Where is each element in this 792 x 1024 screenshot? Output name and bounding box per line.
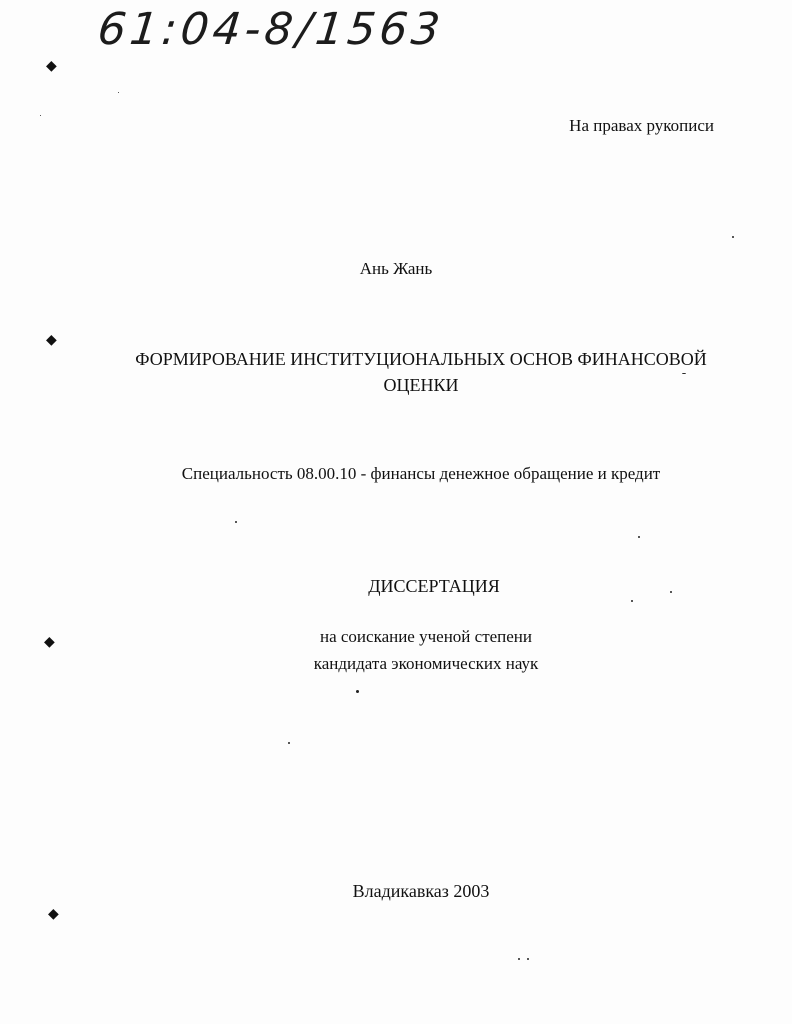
scan-speck bbox=[732, 236, 734, 238]
binder-hole-icon: ◆ bbox=[44, 634, 55, 650]
scan-speck bbox=[40, 115, 41, 116]
scan-speck bbox=[356, 690, 359, 693]
dissertation-title bbox=[25, 346, 792, 398]
handwritten-archive-number: 61:04-8/1563 bbox=[95, 4, 447, 55]
degree-line-1: на соискание ученой степени bbox=[319, 627, 533, 646]
binder-hole-icon: ◆ bbox=[46, 332, 57, 348]
manuscript-rights-note: На правах рукописи bbox=[569, 116, 714, 135]
document-type: ДИССЕРТАЦИЯ bbox=[368, 576, 500, 596]
binder-hole-icon: ◆ bbox=[48, 906, 59, 922]
specialty-line: Специальность 08.00.10 - финансы денежное обращение и кредит bbox=[181, 464, 661, 483]
binder-hole-icon: ◆ bbox=[46, 58, 57, 74]
scan-speck bbox=[118, 92, 119, 93]
scan-speck bbox=[670, 591, 672, 593]
scan-speck bbox=[288, 742, 290, 744]
title-line-2: ОЦЕНКИ bbox=[383, 375, 459, 395]
scan-speck bbox=[682, 373, 686, 374]
degree-line-2: кандидата экономических наук bbox=[313, 654, 539, 673]
scan-speck bbox=[638, 536, 640, 538]
city-year: Владикавказ 2003 bbox=[352, 881, 490, 901]
scan-speck bbox=[527, 958, 529, 960]
scan-speck bbox=[518, 958, 520, 960]
scan-speck bbox=[631, 600, 633, 602]
scan-speck bbox=[235, 521, 237, 523]
title-line-1: ФОРМИРОВАНИЕ ИНСТИТУЦИОНАЛЬНЫХ ОСНОВ ФИНАНСОВОЙ bbox=[135, 349, 707, 369]
author-name: Ань Жань bbox=[359, 259, 433, 278]
